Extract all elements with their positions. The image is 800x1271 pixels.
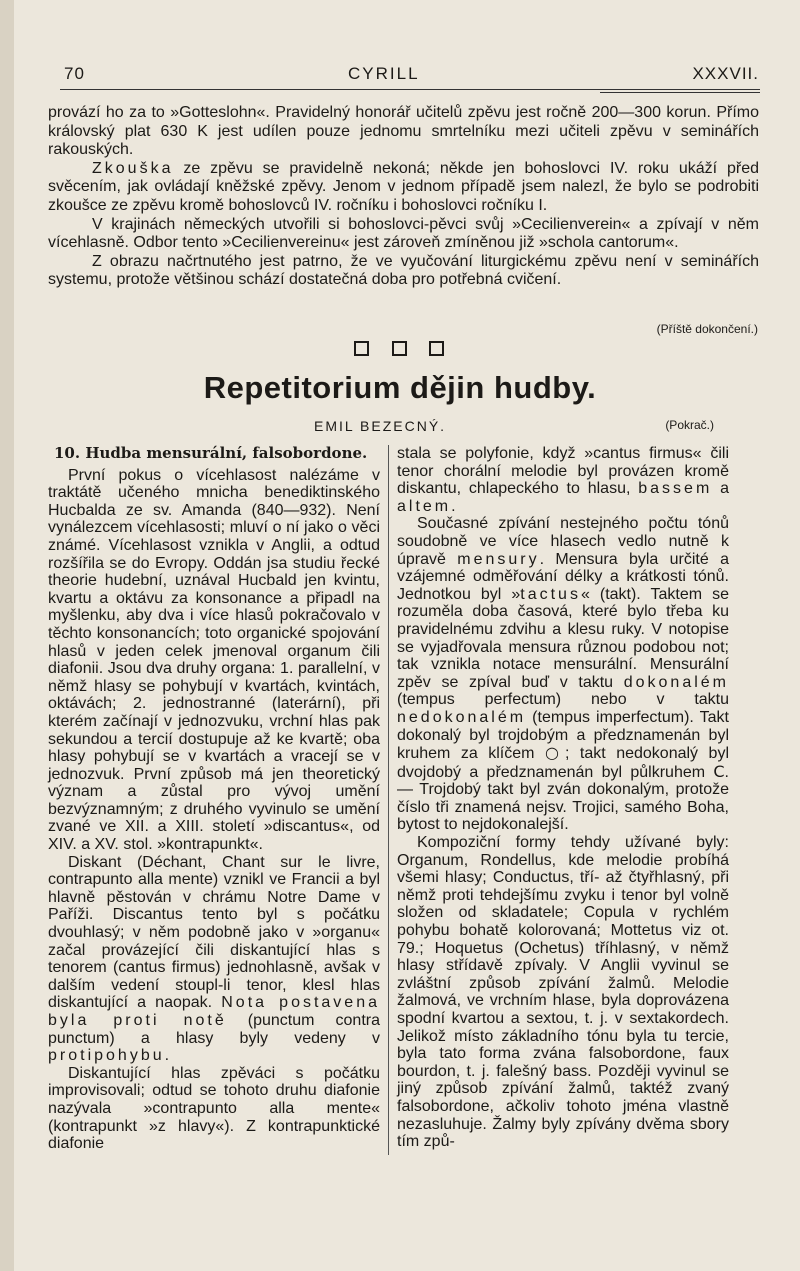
circle-time-signature-icon: ○: [544, 743, 565, 763]
intro-paragraph: Z obrazu načrtnutého jest patrno, že ve vyučování liturgickému zpěvu není v seminářích systemu, protože většinou schází dostatečná doba pro potřebná cvičení.: [48, 252, 759, 289]
emphasis: tactus: [520, 585, 581, 603]
text-run: a: [712, 480, 730, 498]
journal-title: CYRILL: [348, 64, 420, 83]
continuation-note: (Pokrač.): [665, 418, 714, 432]
paragraph: První pokus o vícehlasost nalézáme v traktátě učeného mnicha benediktinského Hucbalda ze sv. Amanda (840—932). Není vynálezcem vícehlasosti; mluví o ní jako o věci známé. Vícehlasost vznikla v Anglii, a odtud rozšířila se do Evropy. Oddán jsa studiu řecké theorie hudební, uznával Hucbald jen kvintu, kvartu a oktávu za konsonance a připadl na myšlenku, aby dva i více hlasů pokračovalo v těchto konsonancích; toto organické spojování hlasů v jeden celek jmenoval organum čili diafonii. Jsou dva druhy organa: 1. parallelní, v němž hlasy se pohybují v kvartách, kvintách, oktávách; 2. jednostranné (laterární), při kterém začínají v jednozvuku, vrchní hlas pak sekundou a tercií dostupuje až ke kvartě; oba hlasy pohybují se v kvartách a vracejí se v jednozvuk. První způsob má jen theoretický význam a zůstal pro vývoj umění bezvýznamným; z druhého vyvinulo se umění zvané ve XII. a XIII. století »discantus«, od XIV. a XV. stol. »kontrapunkt«.: [48, 466, 380, 854]
text-run: Diskant (Déchant, Chant sur le livre, contrapunto alla mente) vznikl ve Francii a byl hlavně pěstován v chrámu Notre Dame v Paříži. Discantus tento byl s počátku dvouhlasý; v něm podobně jako v »organu« začal provázející čili diskantující hlas s tenorem (cantus firmus) jednohlasně, avšak v dalším vedení stoupl-li tenor, klesl hlas diskantující a naopak.: [48, 853, 380, 1012]
text-run: Současné zpívání nestejného počtu tónů soudobně ve více hlasech vedlo nutně k úpravě: [397, 515, 729, 568]
emphasis: protipohybu: [48, 1047, 165, 1065]
paragraph: [397, 445, 729, 515]
paragraph: [48, 854, 380, 1065]
column-rule: [388, 445, 389, 1155]
square-ornament-icon: [429, 341, 444, 356]
text-run: .: [451, 497, 456, 515]
continued-note: (Příště dokončení.): [656, 322, 758, 336]
emphasis: altem: [397, 497, 452, 515]
intro-paragraph: [48, 160, 759, 216]
text-run: ze zpěvu se pravidelně nekoná; někde jen bohoslovci IV. roku ukáží před svěcením, jak ovládají kněžské zpěvy. Jenom v jednom případě jsem nalezl, že bylo se podrobiti zkoušce ze zpěvu kromě bohoslovců IV. ročníku i bohoslovci ročníku I.: [48, 159, 759, 214]
text-run: . Mensura byla určité a vzájemné odměřování délky a krátkosti tónů. Jednotkou byl »: [397, 550, 729, 603]
emphasis: Nota postavena byla proti notě: [48, 994, 381, 1029]
paragraph: [397, 515, 729, 834]
text-run: .: [164, 1047, 170, 1065]
paragraph: Diskantující hlas zpěváci s počátku improvisovali; odtud se tohoto druhu diafonie nazývala »contrapunto alla mente« (kontrapunkt »z hlavy«). Z kontrapunktické diafonie: [48, 1064, 380, 1153]
header-rule: [60, 89, 760, 90]
text-run: (punctum contra punctum) a hlasy byly vedeny v: [48, 1012, 380, 1047]
emphasis: mensury: [457, 550, 540, 568]
half-circle-time-signature-icon: C: [713, 761, 725, 781]
text-run: ; takt nedokonalý byl dvojdobý a předznamenán byl půlkruhem: [397, 745, 729, 781]
square-ornament-icon: [354, 341, 369, 356]
intro-paragraph: V krajinách německých utvořili si bohoslovci-pěvci svůj »Cecilienverein« a zpívají v něm vícehlasně. Odbor tento »Cecilienvereinu« jest zároveň zmíněnou již »schola cantorum«.: [48, 215, 759, 252]
text-run: . — Trojdobý takt byl zván dokonalým, protože číslo tři znamená nejsv. Trojici, samého Boha, bytost to nejdokonalejší.: [397, 763, 729, 834]
emphasis: Zkouška: [92, 159, 174, 177]
text-run: « (takt). Taktem se rozuměla doba časová, které bylo třeba ku pravidelnému zdvihu a klesu ruky. V notopise se vyjadřovala mensura různou podobou not; tak vznikla notace mensurální. Mensurální zpěv se zpíval buď v taktu: [397, 585, 729, 691]
right-column: [397, 445, 729, 1151]
emphasis: dokonalém: [623, 673, 729, 691]
article-author: EMIL BEZECNÝ.: [314, 418, 447, 434]
volume-number: XXXVII.: [692, 64, 759, 83]
paragraph: Kompoziční formy tehdy užívané byly: Organum, Rondellus, kde melodie probíhá všemi hlasy; Conductus, tří- až čtyřhlasný, při němž proti tehdejšímu zvyku i tenor byl volně složen od skladatele; Copula v rychlém pohybu bohatě kolorovaná; Mottetus viz ot. 79.; Hoquetus (Ochetus) tříhlasný, v němž hlasy střídavě zpívaly. V Anglii vyvinul se zvláštní způsob zpívání žalmů. Melodie žalmová, ve vrchním hlase, byla doprovázena spodní kvartou a sextou, t. j. v sextakordech. Jelikož místo základního tónu byla tu tercie, byla tato forma zvána falsobordone, faux bourdon, t. j. falešný bass. Později vyvinul se jiný způsob zpívání žalmů, taktéž zvaný falsobordone, ačkoliv tohoto jména vlastně nezasluhuje. Žalmy byly zpívány dvěma sbory tím způ-: [397, 834, 729, 1151]
emphasis: nedokonalém: [397, 708, 527, 726]
article-title: Repetitorium dějin hudby.: [203, 370, 597, 405]
intro-paragraph: provází ho za to »Gotteslohn«. Pravidelný honorář učitelů zpěvu jest ročně 200—300 korun. Přímo královský plat 630 K jest udílen pouze jednomu smrtelníku mezi učiteli zpěvu v seminářích rakouských.: [48, 104, 759, 159]
emphasis: bassem: [638, 480, 713, 498]
header-rule-accent: [600, 92, 760, 93]
section-divider: [354, 341, 444, 357]
text-run: (tempus imperfectum). Takt dokonalý byl trojdobým a předznamenán byl kruhem za klíčem: [397, 708, 729, 763]
section-heading: 10. Hudba mensurální, falsobordone.: [54, 444, 368, 462]
square-ornament-icon: [392, 341, 407, 356]
intro-text: [48, 104, 759, 290]
page-number: 70: [64, 64, 85, 83]
running-head: [48, 62, 759, 88]
left-column: [48, 445, 380, 1153]
text-run: (tempus perfectum) nebo v taktu: [397, 691, 729, 709]
text-run: stala se polyfonie, když »cantus firmus« čili tenor chorální melodie byl provázen kromě diskantu, chlapeckého to hlasu,: [397, 445, 729, 498]
